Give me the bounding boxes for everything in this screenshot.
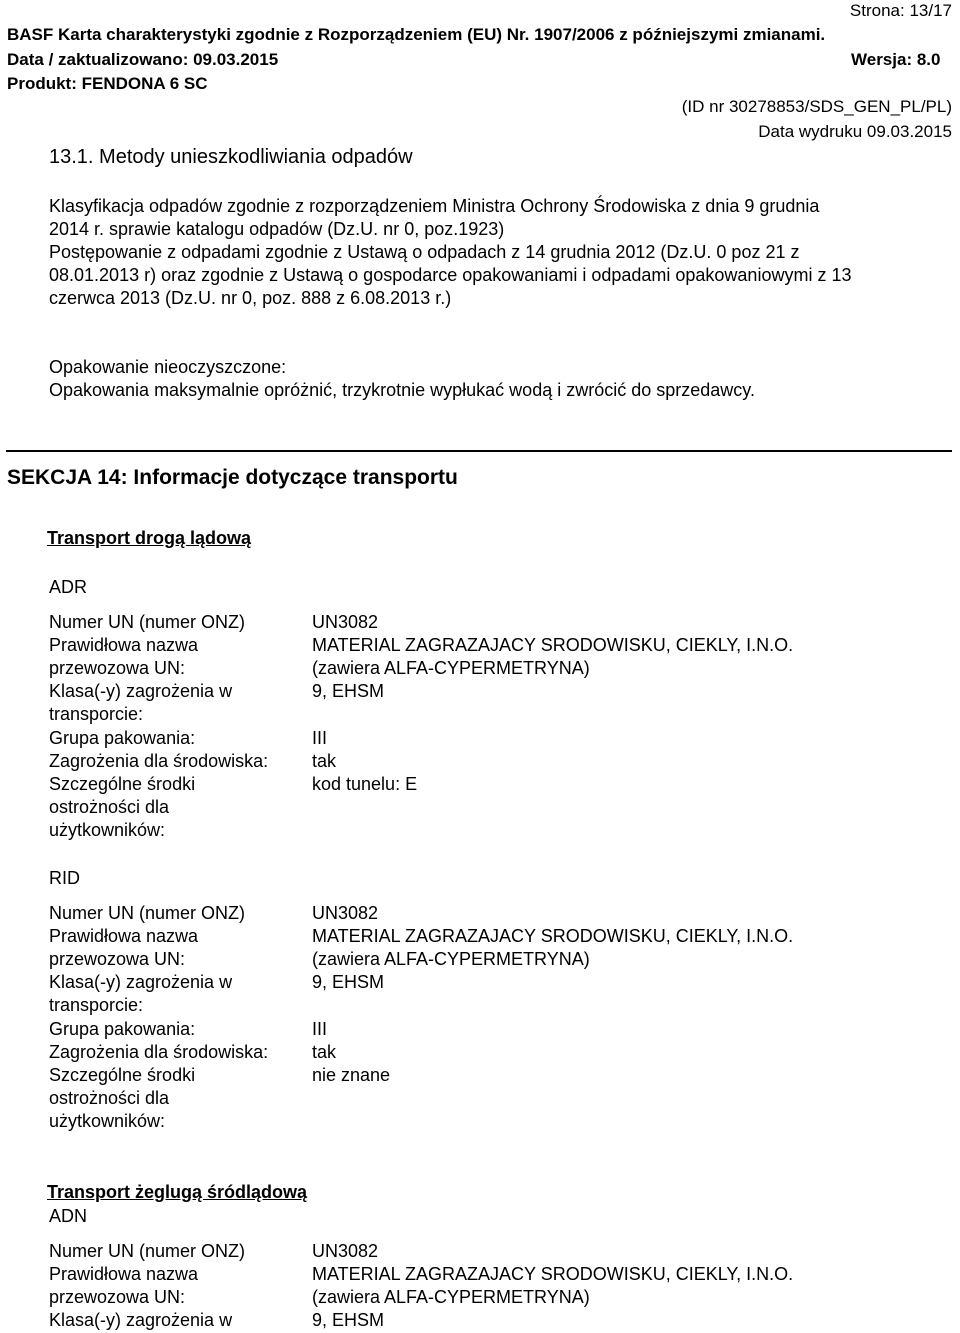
rid-class-value: 9, EHSM (312, 972, 385, 992)
adn-name-value-detail: (zawiera ALFA-CYPERMETRYNA) (312, 1287, 590, 1307)
adr-name-value: MATERIAL ZAGRAZAJACY SRODOWISKU, CIEKLY, I.N.O. (312, 635, 794, 655)
adn-class-label: Klasa(-y) zagrożenia w (49, 1310, 233, 1330)
paragraph-line: 2014 r. sprawie katalogu odpadów (Dz.U. nr 0, poz.1923) (49, 219, 505, 239)
adr-class-label: Klasa(-y) zagrożenia w transporcie: (49, 681, 233, 724)
adn-un-value: UN3082 (312, 1241, 379, 1261)
rid-class-label: Klasa(-y) zagrożenia w transporcie: (49, 972, 233, 1015)
adr-precaution-label: Szczególne środki ostrożności dla użytkowników: (49, 774, 196, 840)
rid-env-value: tak (312, 1042, 337, 1062)
adn-name-label-cont: przewozowa UN: (49, 1287, 186, 1307)
rid-name-value-detail: (zawiera ALFA-CYPERMETRYNA) (312, 949, 590, 969)
rid-precaution-label: Szczególne środki ostrożności dla użytkowników: (49, 1065, 196, 1131)
adn-title: ADN (49, 1206, 88, 1226)
adn-un-label: Numer UN (numer ONZ) (49, 1241, 246, 1261)
paragraph-line: czerwca 2013 (Dz.U. nr 0, poz. 888 z 6.08.2013 r.) (49, 288, 452, 308)
rid-title: RID (49, 868, 80, 888)
rid-name-value: MATERIAL ZAGRAZAJACY SRODOWISKU, CIEKLY, I.N.O. (312, 926, 794, 946)
rid-un-label: Numer UN (numer ONZ) (49, 903, 246, 923)
adr-env-value: tak (312, 751, 337, 771)
document-title: BASF Karta charakterystyki zgodnie z Rozporządzeniem (EU) Nr. 1907/2006 z późniejszymi zmianami. (7, 25, 826, 44)
rid-env-label: Zagrożenia dla środowiska: (49, 1042, 269, 1062)
print-date: Data wydruku 09.03.2015 (758, 122, 952, 141)
document-id: (ID nr 30278853/SDS_GEN_PL/PL) (681, 97, 952, 116)
rid-precaution-value: nie znane (312, 1065, 391, 1085)
adr-un-label: Numer UN (numer ONZ) (49, 612, 246, 632)
rid-name-label: Prawidłowa nazwa przewozowa UN: (49, 926, 199, 969)
adr-name-value-detail: (zawiera ALFA-CYPERMETRYNA) (312, 658, 590, 678)
section-13-1-heading: 13.1. Metody unieszkodliwiania odpadów (49, 146, 413, 168)
adr-un-value: UN3082 (312, 612, 379, 632)
revision-date: Data / zaktualizowano: 09.03.2015 (7, 50, 279, 69)
version: Wersja: 8.0 (851, 50, 941, 69)
section-14-heading: SEKCJA 14: Informacje dotyczące transportu (7, 466, 458, 489)
adn-name-value: MATERIAL ZAGRAZAJACY SRODOWISKU, CIEKLY, I.N.O. (312, 1264, 794, 1284)
section-divider (6, 450, 952, 452)
adr-class-value: 9, EHSM (312, 681, 385, 701)
adr-group-label: Grupa pakowania: (49, 728, 196, 748)
adr-name-label: Prawidłowa nazwa przewozowa UN: (49, 635, 199, 678)
paragraph-line: 08.01.2013 r) oraz zgodnie z Ustawą o gospodarce opakowaniami i odpadami opakowaniowymi z 13 (49, 265, 852, 285)
adr-title: ADR (49, 577, 88, 597)
inland-transport-heading: Transport żeglugą śródlądową (47, 1182, 308, 1202)
page-number: Strona: 13/17 (849, 1, 952, 20)
packaging-label: Opakowanie nieoczyszczone: (49, 357, 287, 377)
product-name: Produkt: FENDONA 6 SC (7, 74, 208, 93)
land-transport-heading: Transport drogą lądową (47, 528, 252, 548)
adr-env-label: Zagrożenia dla środowiska: (49, 751, 269, 771)
paragraph-line: Klasyfikacja odpadów zgodnie z rozporządzeniem Ministra Ochrony Środowiska z dnia 9 grudnia (49, 196, 820, 216)
adn-class-value: 9, EHSM (312, 1310, 385, 1330)
packaging-text: Opakowania maksymalnie opróżnić, trzykrotnie wypłukać wodą i zwrócić do sprzedawcy. (49, 380, 755, 400)
paragraph-line: Postępowanie z odpadami zgodnie z Ustawą o odpadach z 14 grudnia 2012 (Dz.U. 0 poz 21 z (49, 242, 800, 262)
rid-group-label: Grupa pakowania: (49, 1019, 196, 1039)
rid-un-value: UN3082 (312, 903, 379, 923)
adr-precaution-value: kod tunelu: E (312, 774, 418, 794)
adn-name-label: Prawidłowa nazwa (49, 1264, 199, 1284)
adr-group-value: III (312, 728, 328, 748)
rid-group-value: III (312, 1019, 328, 1039)
